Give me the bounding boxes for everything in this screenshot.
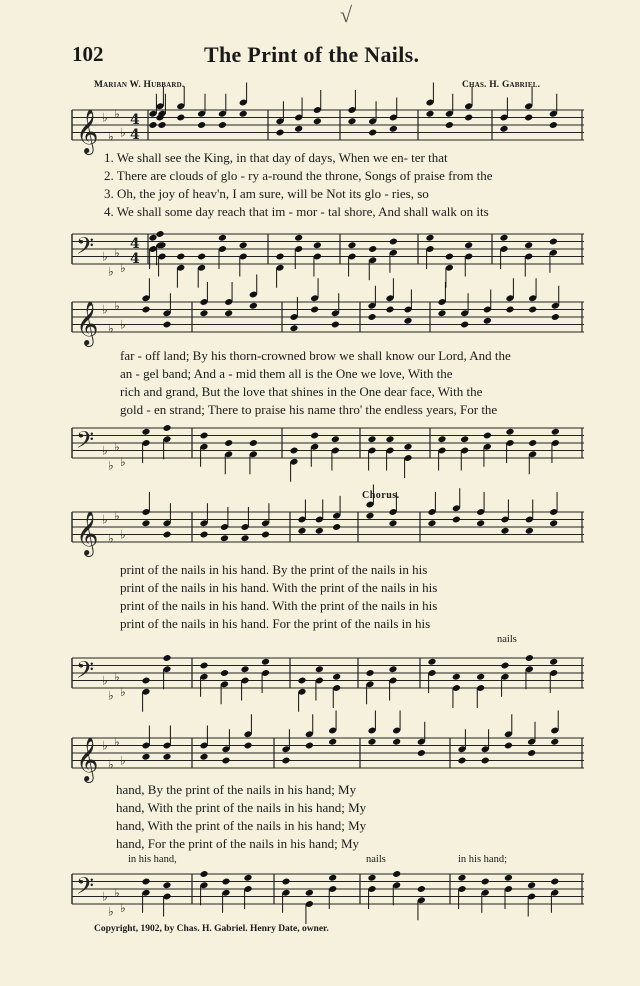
notehead — [328, 874, 337, 882]
composer-credit: Chas. H. Gabriel. — [462, 80, 541, 90]
notehead — [417, 749, 426, 757]
notehead — [388, 519, 397, 527]
notehead — [457, 874, 466, 882]
notehead — [481, 757, 490, 765]
flat-icon: ♭ — [108, 321, 114, 336]
notehead — [275, 253, 284, 261]
flat-icon: ♭ — [108, 458, 114, 473]
flat-icon: ♭ — [114, 885, 120, 900]
notehead — [527, 749, 536, 757]
notehead — [315, 665, 324, 673]
flat-icon: ♭ — [102, 302, 108, 317]
chorus-end-verse-3: hand, With the print of the nails in his hand; My — [116, 818, 367, 833]
notehead — [445, 253, 454, 261]
notehead — [347, 241, 356, 249]
flat-icon: ♭ — [120, 125, 126, 140]
notehead — [528, 306, 537, 314]
notehead — [365, 512, 374, 520]
notehead — [367, 435, 376, 443]
notehead — [389, 238, 398, 246]
alto-nails-word: nails — [497, 634, 517, 645]
verse-3-line-2: rich and grand, But the love that shines in the One dear face, With the — [120, 384, 483, 399]
notehead — [528, 439, 537, 447]
flat-icon: ♭ — [120, 317, 126, 332]
notehead — [549, 238, 558, 246]
notehead — [425, 110, 434, 118]
chorus-verse-1: print of the nails in his hand. By the print of the nails in his — [120, 562, 428, 577]
notehead — [403, 317, 412, 325]
flat-icon: ♭ — [102, 512, 108, 527]
notehead — [483, 317, 492, 325]
notehead — [197, 121, 206, 129]
flat-icon: ♭ — [120, 260, 126, 275]
notehead — [551, 428, 560, 436]
notehead — [549, 121, 558, 129]
notehead — [305, 742, 314, 750]
notehead — [199, 531, 208, 539]
notehead — [331, 435, 340, 443]
notehead — [148, 234, 157, 242]
notehead — [389, 125, 398, 133]
flat-icon: ♭ — [108, 129, 114, 144]
flat-icon: ♭ — [108, 531, 114, 546]
chorus-verse-4: print of the nails in his hand. For the print of the nails in his — [120, 616, 431, 631]
notehead — [220, 669, 229, 677]
notehead — [199, 432, 208, 440]
flat-icon: ♭ — [108, 688, 114, 703]
bass-staff-2 — [0, 424, 640, 474]
notehead — [199, 662, 208, 670]
flat-icon: ♭ — [102, 249, 108, 264]
notehead — [365, 669, 374, 677]
notehead — [281, 878, 290, 886]
flat-icon: ♭ — [102, 889, 108, 904]
notehead — [437, 309, 446, 317]
notehead — [315, 527, 324, 535]
verse-3-line-1: 3. Oh, the joy of heav'n, I am sure, will be Not its glo - ries, so — [104, 186, 429, 201]
notehead — [460, 321, 469, 329]
notehead — [289, 447, 298, 455]
bass-clef-icon: 𝄢 — [76, 656, 95, 689]
flat-icon: ♭ — [114, 439, 120, 454]
notehead — [313, 117, 322, 125]
flat-icon: ♭ — [108, 264, 114, 279]
notehead — [499, 234, 508, 242]
bass-clef-icon: 𝄢 — [76, 872, 95, 905]
flat-icon: ♭ — [120, 527, 126, 542]
notehead — [294, 234, 303, 242]
author-credit: Marian W. Hubbard. — [94, 80, 185, 90]
bass-staff-3 — [0, 654, 640, 714]
notehead — [550, 878, 559, 886]
chorus-label: Chorus. — [362, 490, 400, 501]
notehead — [332, 673, 341, 681]
notehead — [141, 519, 150, 527]
flat-icon: ♭ — [108, 757, 114, 772]
notehead — [310, 432, 319, 440]
flat-icon: ♭ — [114, 245, 120, 260]
notehead — [328, 738, 337, 746]
notehead — [481, 878, 490, 886]
notehead — [551, 313, 560, 321]
bass-staff-1 — [0, 228, 640, 278]
notehead — [392, 738, 401, 746]
notehead — [240, 534, 249, 542]
notehead — [525, 527, 534, 535]
notehead — [141, 878, 150, 886]
hymn-title: The Print of the Nails. — [204, 42, 420, 67]
notehead — [504, 874, 513, 882]
notehead — [218, 234, 227, 242]
verse-1-line-2: far - off land; By his thorn-crowned brow we shall know our Lord, And the — [120, 348, 511, 363]
notehead — [367, 738, 376, 746]
notehead — [464, 114, 473, 122]
treble-staff-3 — [0, 508, 640, 568]
time-signature: 4 — [130, 251, 140, 267]
chorus-verse-2: print of the nails in his hand. With the print of the nails in his — [120, 580, 438, 595]
notehead — [261, 658, 270, 666]
notehead — [275, 129, 284, 137]
notehead — [176, 114, 185, 122]
verse-2-line-2: an - gel band; And a - mid them all is the One we love, With the — [120, 366, 453, 381]
notehead — [452, 516, 461, 524]
notehead — [527, 881, 536, 889]
treble-clef-icon: 𝄞 — [76, 301, 99, 345]
notehead — [294, 125, 303, 133]
flat-icon: ♭ — [120, 454, 126, 469]
verse-4-line-1: 4. We shall some day reach that im - mor - tal shore, And shall walk on its — [104, 204, 489, 219]
notehead — [385, 306, 394, 314]
notehead — [460, 435, 469, 443]
notehead — [437, 435, 446, 443]
flat-icon: ♭ — [114, 669, 120, 684]
notehead — [141, 306, 150, 314]
notehead — [500, 527, 509, 535]
notehead — [162, 531, 171, 539]
notehead — [141, 753, 150, 761]
notehead — [483, 432, 492, 440]
notehead — [240, 665, 249, 673]
notehead — [218, 121, 227, 129]
notehead — [261, 531, 270, 539]
notehead — [289, 324, 298, 332]
notehead — [505, 306, 514, 314]
notehead — [176, 253, 185, 261]
notehead — [297, 527, 306, 535]
chorus-end-verse-1: hand, By the print of the nails in his hand; My — [116, 782, 357, 797]
notehead — [457, 757, 466, 765]
notehead — [281, 757, 290, 765]
notehead — [452, 673, 461, 681]
flat-icon: ♭ — [114, 734, 120, 749]
flat-icon: ♭ — [102, 110, 108, 125]
notehead — [243, 742, 252, 750]
chorus-verse-3: print of the nails in his hand. With the print of the nails in his — [120, 598, 438, 613]
time-signature: 4 — [130, 236, 140, 252]
notehead — [367, 874, 376, 882]
notehead — [249, 302, 258, 310]
notehead — [524, 241, 533, 249]
notehead — [332, 523, 341, 531]
notehead — [155, 230, 164, 238]
bass-staff-4 — [0, 870, 640, 920]
notehead — [464, 241, 473, 249]
flat-icon: ♭ — [108, 904, 114, 919]
notehead — [221, 878, 230, 886]
bass-clef-icon: 𝄢 — [76, 426, 95, 459]
notehead — [392, 870, 401, 878]
flat-icon: ♭ — [120, 900, 126, 915]
notehead — [239, 241, 248, 249]
notehead — [476, 673, 485, 681]
notehead — [310, 306, 319, 314]
notehead — [220, 534, 229, 542]
treble-clef-icon: 𝄞 — [76, 109, 99, 153]
notehead — [224, 439, 233, 447]
notehead — [141, 677, 150, 685]
notehead — [500, 662, 509, 670]
bass-clef-icon: 𝄢 — [76, 232, 95, 265]
flat-icon: ♭ — [114, 298, 120, 313]
flat-icon: ♭ — [102, 443, 108, 458]
flat-icon: ♭ — [120, 753, 126, 768]
verse-2-line-1: 2. There are clouds of glo - ry a-round the throne, Songs of praise from the — [104, 168, 493, 183]
notehead — [427, 519, 436, 527]
notehead — [141, 428, 150, 436]
treble-clef-icon: 𝄞 — [76, 737, 99, 781]
notehead — [157, 121, 166, 129]
notehead — [313, 241, 322, 249]
notehead — [199, 753, 208, 761]
notehead — [331, 321, 340, 329]
notehead — [162, 881, 171, 889]
notehead — [297, 677, 306, 685]
notehead — [549, 519, 558, 527]
notehead — [249, 439, 258, 447]
notehead — [162, 654, 171, 662]
notehead — [243, 874, 252, 882]
notehead — [417, 885, 426, 893]
treble-clef-icon: 𝄞 — [76, 511, 99, 555]
time-signature: 4 — [130, 127, 140, 143]
notehead — [550, 738, 559, 746]
notehead — [549, 658, 558, 666]
notehead — [347, 117, 356, 125]
notehead — [367, 313, 376, 321]
notehead — [199, 309, 208, 317]
chorus-end-verse-4: hand, For the print of the nails in his hand; My — [116, 836, 360, 851]
bass-words-3: in his hand; — [458, 854, 507, 865]
notehead — [525, 654, 534, 662]
notehead — [425, 234, 434, 242]
notehead — [388, 665, 397, 673]
notehead — [368, 245, 377, 253]
notehead — [504, 742, 513, 750]
notehead — [221, 757, 230, 765]
notehead — [197, 253, 206, 261]
notehead — [368, 129, 377, 137]
notehead — [162, 321, 171, 329]
flat-icon: ♭ — [102, 738, 108, 753]
bass-words-1: in his hand, — [128, 854, 177, 865]
verse-4-line-2: gold - en strand; There to praise his name thro' the endless years, For the — [120, 402, 498, 417]
notehead — [524, 114, 533, 122]
notehead — [305, 889, 314, 897]
time-signature: 4 — [130, 112, 140, 128]
notehead — [403, 443, 412, 451]
copyright-notice: Copyright, 1902, by Chas. H. Gabriel. Henry Date, owner. — [94, 924, 329, 934]
notehead — [499, 125, 508, 133]
notehead — [199, 870, 208, 878]
notehead — [148, 121, 157, 129]
notehead — [505, 428, 514, 436]
flat-icon: ♭ — [114, 508, 120, 523]
handwritten-mark: √ — [340, 2, 353, 27]
notehead — [162, 424, 171, 432]
bass-words-2: nails — [366, 854, 386, 865]
notehead — [224, 309, 233, 317]
notehead — [385, 435, 394, 443]
notehead — [162, 753, 171, 761]
flat-icon: ♭ — [114, 106, 120, 121]
treble-staff-2 — [0, 298, 640, 348]
notehead — [239, 110, 248, 118]
notehead — [445, 121, 454, 129]
hymn-number: 102 — [72, 42, 104, 66]
flat-icon: ♭ — [102, 673, 108, 688]
notehead — [427, 658, 436, 666]
notehead — [476, 519, 485, 527]
chorus-end-verse-2: hand, With the print of the nails in his hand; My — [116, 800, 367, 815]
flat-icon: ♭ — [120, 684, 126, 699]
verse-1-line-1: 1. We shall see the King, in that day of days, When we en- ter that — [104, 150, 448, 165]
